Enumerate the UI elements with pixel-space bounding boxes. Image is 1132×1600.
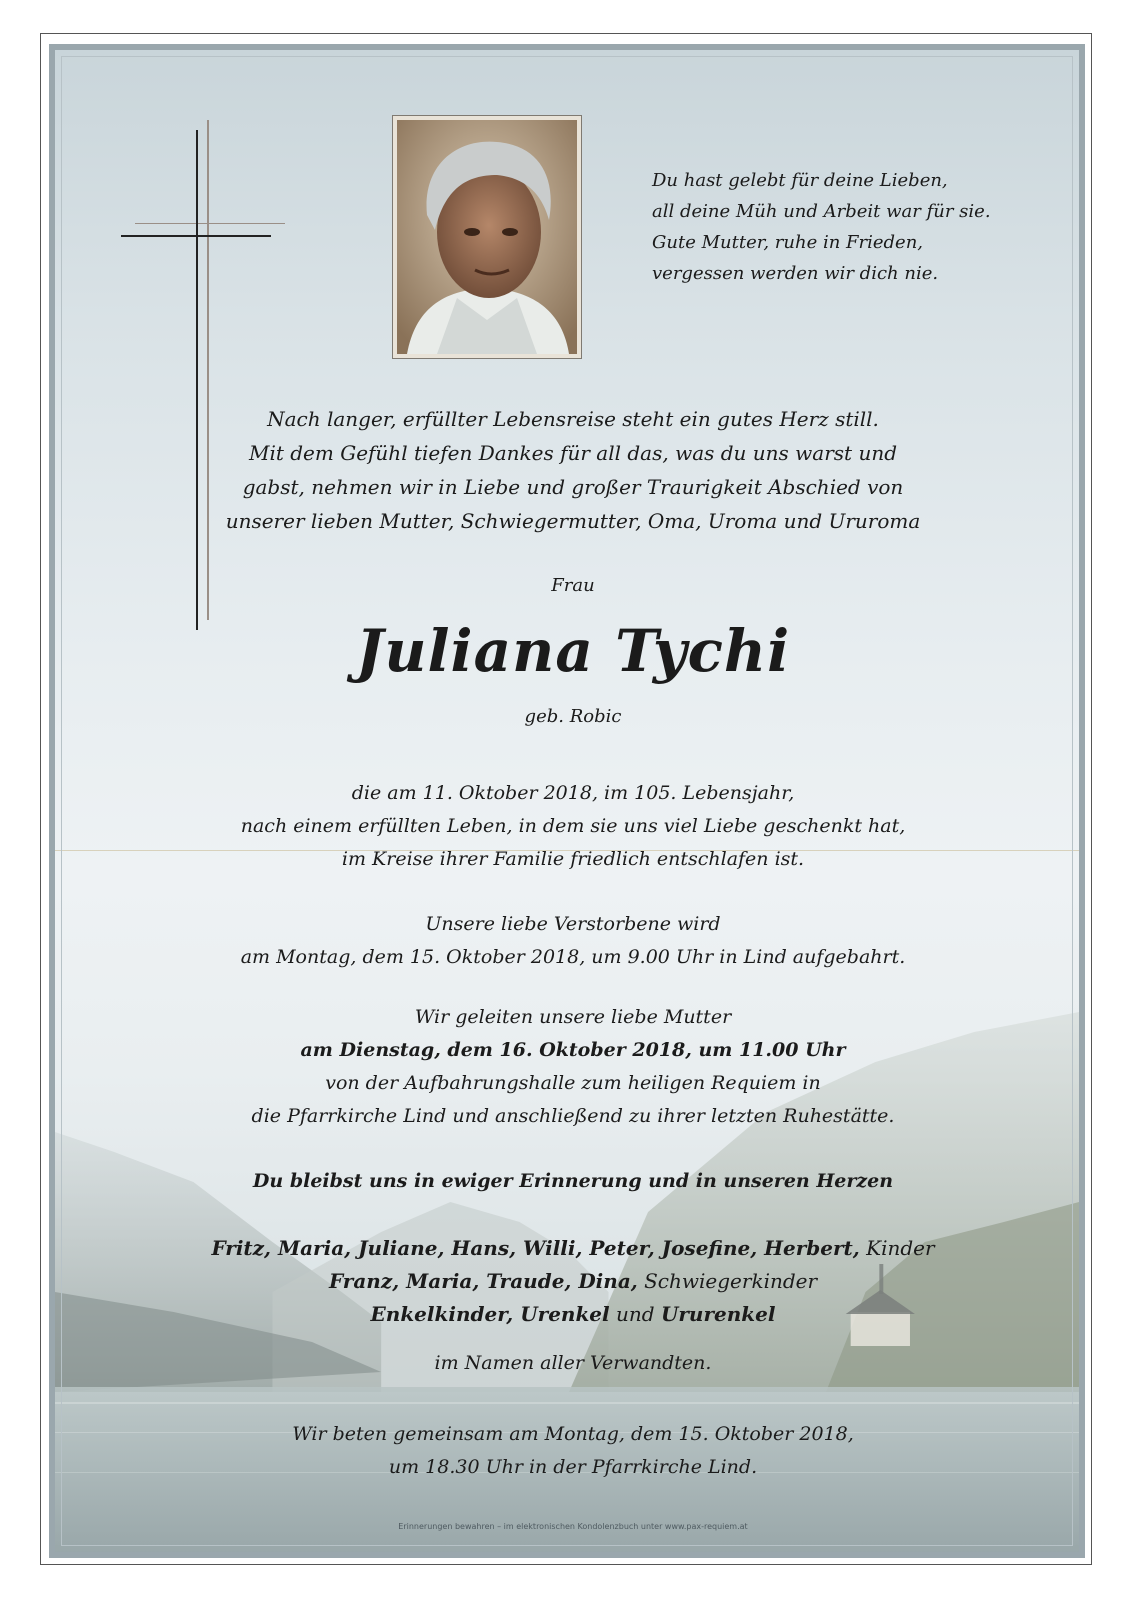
inlaws-line: [55, 1265, 1085, 1298]
inlaws-label: Schwiegerkinder: [644, 1269, 818, 1293]
intro-paragraph: [55, 402, 1085, 538]
death-line: im Kreise ihrer Familie friedlich entschlafen ist.: [341, 848, 805, 870]
family-list: [55, 1232, 1085, 1331]
on-behalf-line: im Namen aller Verwandten.: [434, 1352, 712, 1374]
great-great-grandchildren: Ururenkel: [660, 1302, 776, 1326]
portrait-frame: [392, 115, 582, 359]
prayer-info: [55, 1418, 1085, 1484]
poem-line: vergessen werden wir dich nie.: [652, 263, 939, 284]
death-line: nach einem erfüllten Leben, in dem sie uns viel Liebe geschenkt hat,: [240, 815, 906, 837]
intro-line: gabst, nehmen wir in Liebe und großer Traurigkeit Abschied von: [242, 475, 904, 499]
cross-vertical-dark: [196, 130, 198, 630]
viewing-line: am Montag, dem 15. Oktober 2018, um 9.00 Uhr in Lind aufgebahrt.: [240, 946, 906, 968]
obituary-card: [49, 44, 1085, 1558]
funeral-info: [55, 1001, 1085, 1133]
maiden-name: geb. Robic: [524, 706, 622, 727]
poem-line: all deine Müh und Arbeit war für sie.: [652, 201, 991, 222]
poem: [652, 165, 991, 289]
inlaws-names: Franz, Maria, Traude, Dina,: [328, 1269, 638, 1293]
cross-horizontal-light: [135, 223, 285, 224]
remembrance-line: Du bleibst uns in ewiger Erinnerung und in unseren Herzen: [252, 1170, 894, 1192]
funeral-date: am Dienstag, dem 16. Oktober 2018, um 11.00 Uhr: [300, 1039, 846, 1061]
grandchildren-line: [55, 1298, 1085, 1331]
viewing-line: Unsere liebe Verstorbene wird: [425, 913, 721, 935]
funeral-line: Wir geleiten unsere liebe Mutter: [414, 1006, 732, 1028]
death-line: die am 11. Oktober 2018, im 105. Lebensjahr,: [351, 782, 795, 804]
prayer-line: Wir beten gemeinsam am Montag, dem 15. Oktober 2018,: [292, 1423, 854, 1445]
deceased-name: Juliana Tychi: [355, 617, 791, 685]
cross-vertical-light: [207, 120, 209, 620]
salutation: Frau: [551, 575, 595, 596]
viewing-info: [55, 908, 1085, 974]
portrait-photo: [397, 120, 577, 354]
funeral-line: von der Aufbahrungshalle zum heiligen Requiem in: [325, 1072, 821, 1094]
death-announcement: [55, 777, 1085, 876]
poem-line: Du hast gelebt für deine Lieben,: [652, 170, 948, 191]
intro-line: Mit dem Gefühl tiefen Dankes für all das, was du uns warst und: [248, 441, 898, 465]
grandchildren-und: und: [616, 1302, 655, 1326]
footer-note: Erinnerungen bewahren – im elektronischen Kondolenzbuch unter www.pax-requiem.at: [398, 1522, 748, 1531]
children-label: Kinder: [866, 1236, 935, 1260]
intro-line: unserer lieben Mutter, Schwiegermutter, Oma, Uroma und Ururoma: [225, 509, 921, 533]
children-names: Fritz, Maria, Juliane, Hans, Willi, Peter, Josefine, Herbert,: [211, 1236, 860, 1260]
grandchildren-names: Enkelkinder, Urenkel: [370, 1302, 610, 1326]
poem-line: Gute Mutter, ruhe in Frieden,: [652, 232, 924, 253]
intro-line: Nach langer, erfüllter Lebensreise steht ein gutes Herz still.: [267, 407, 879, 431]
funeral-line: die Pfarrkirche Lind und anschließend zu ihrer letzten Ruhestätte.: [251, 1105, 895, 1127]
prayer-line: um 18.30 Uhr in der Pfarrkirche Lind.: [388, 1456, 758, 1478]
children-line: [55, 1232, 1085, 1265]
cross-horizontal-dark: [121, 235, 271, 237]
